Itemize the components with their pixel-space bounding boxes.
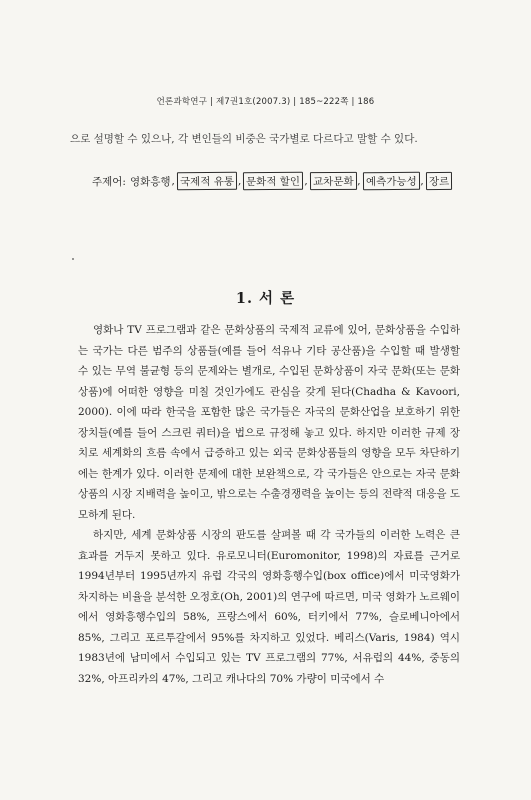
- keywords-line: [92, 172, 492, 190]
- keyword-separator: ,: [357, 175, 361, 187]
- keyword-separator: ,: [171, 175, 175, 187]
- paragraph-2: 하지만, 세계 문화상품 시장의 판도를 살펴볼 때 각 국가들의 이러한 노력은 큰 효과를 거두지 못하고 있다. 유로모니터(Euromonitor, 1998)의 자료를 근거로 1994년부터 1995년까지 유럽 각국의 영화흥행수입(box office)에서 미국영화가 차지하는 비율을 분석한 오정호(Oh, 2001)의 연구에 따르면, 미국 영화가 노르웨이에서 영화흥행수입의 58%, 프랑스에서 60%, 터키에서 77%, 슬로베니아에서 85%, 그리고 포르투갈에서 95%를 차지하고 있었다. 베리스(Varis, 1984) 역시 1983년에 남미에서 수입되고 있는 TV 프로그램의 77%, 서유럽의 44%, 중동의 32%, 아프리카의 47%, 그리고 캐나다의 70% 가량이 미국에서 수: [78, 529, 460, 685]
- keyword-separator: ,: [304, 175, 308, 187]
- section-title: 1. 서 론: [235, 290, 296, 307]
- keyword-4: 교차문화: [310, 172, 357, 190]
- keyword-6: 장르: [426, 172, 452, 190]
- keyword-separator: ,: [237, 175, 242, 187]
- body-text: [78, 320, 460, 689]
- keywords-label: 주제어:: [92, 175, 126, 188]
- keyword-5: 예측가능성: [363, 172, 420, 190]
- continuation-line: 으로 설명할 수 있으나, 각 변인들의 비중은 국가별로 다르다고 말할 수 있다.: [70, 133, 418, 145]
- keyword-3: 문화적 할인: [243, 172, 303, 190]
- running-head: 언론과학연구 | 제7권1호(2007.3) | 185~222쪽 | 186: [156, 97, 375, 107]
- paragraph-1: 영화나 TV 프로그램과 같은 문화상품의 국제적 교류에 있어, 문화상품을 수입하는 국가는 다른 범주의 상품들(예를 들어 석유나 기타 공산품)을 수입할 때 발생할 수 있는 무역 불균형 등의 문제와는 별개로, 수입된 문화상품이 자국 문화(또는 문화상품)에 어떠한 영향을 미칠 것인가에도 관심을 갖게 된다(Chadha & Kavoori, 2000). 이에 따라 한국을 포함한 많은 국가들은 자국의 문화산업을 보호하기 위한 장치들(예를 들어 스크린 쿼터)을 법으로 규정해 놓고 있다. 하지만 이러한 규제 장치로 세계화의 흐름 속에서 급증하고 있는 외국 문화상품들의 영향을 모두 차단하기에는 한계가 있다. 이러한 문제에 대한 보완책으로, 각 국가들은 안으로는 자국 문화상품의 시장 지배력을 높이고, 밖으로는 수출경쟁력을 높이는 등의 전략적 대응을 도모하게 된다.: [78, 324, 460, 521]
- scan-speck: [72, 258, 74, 260]
- keyword-1: 영화흥행: [129, 175, 171, 188]
- keyword-2: 국제적 유통: [177, 172, 237, 190]
- keyword-separator: ,: [420, 175, 424, 187]
